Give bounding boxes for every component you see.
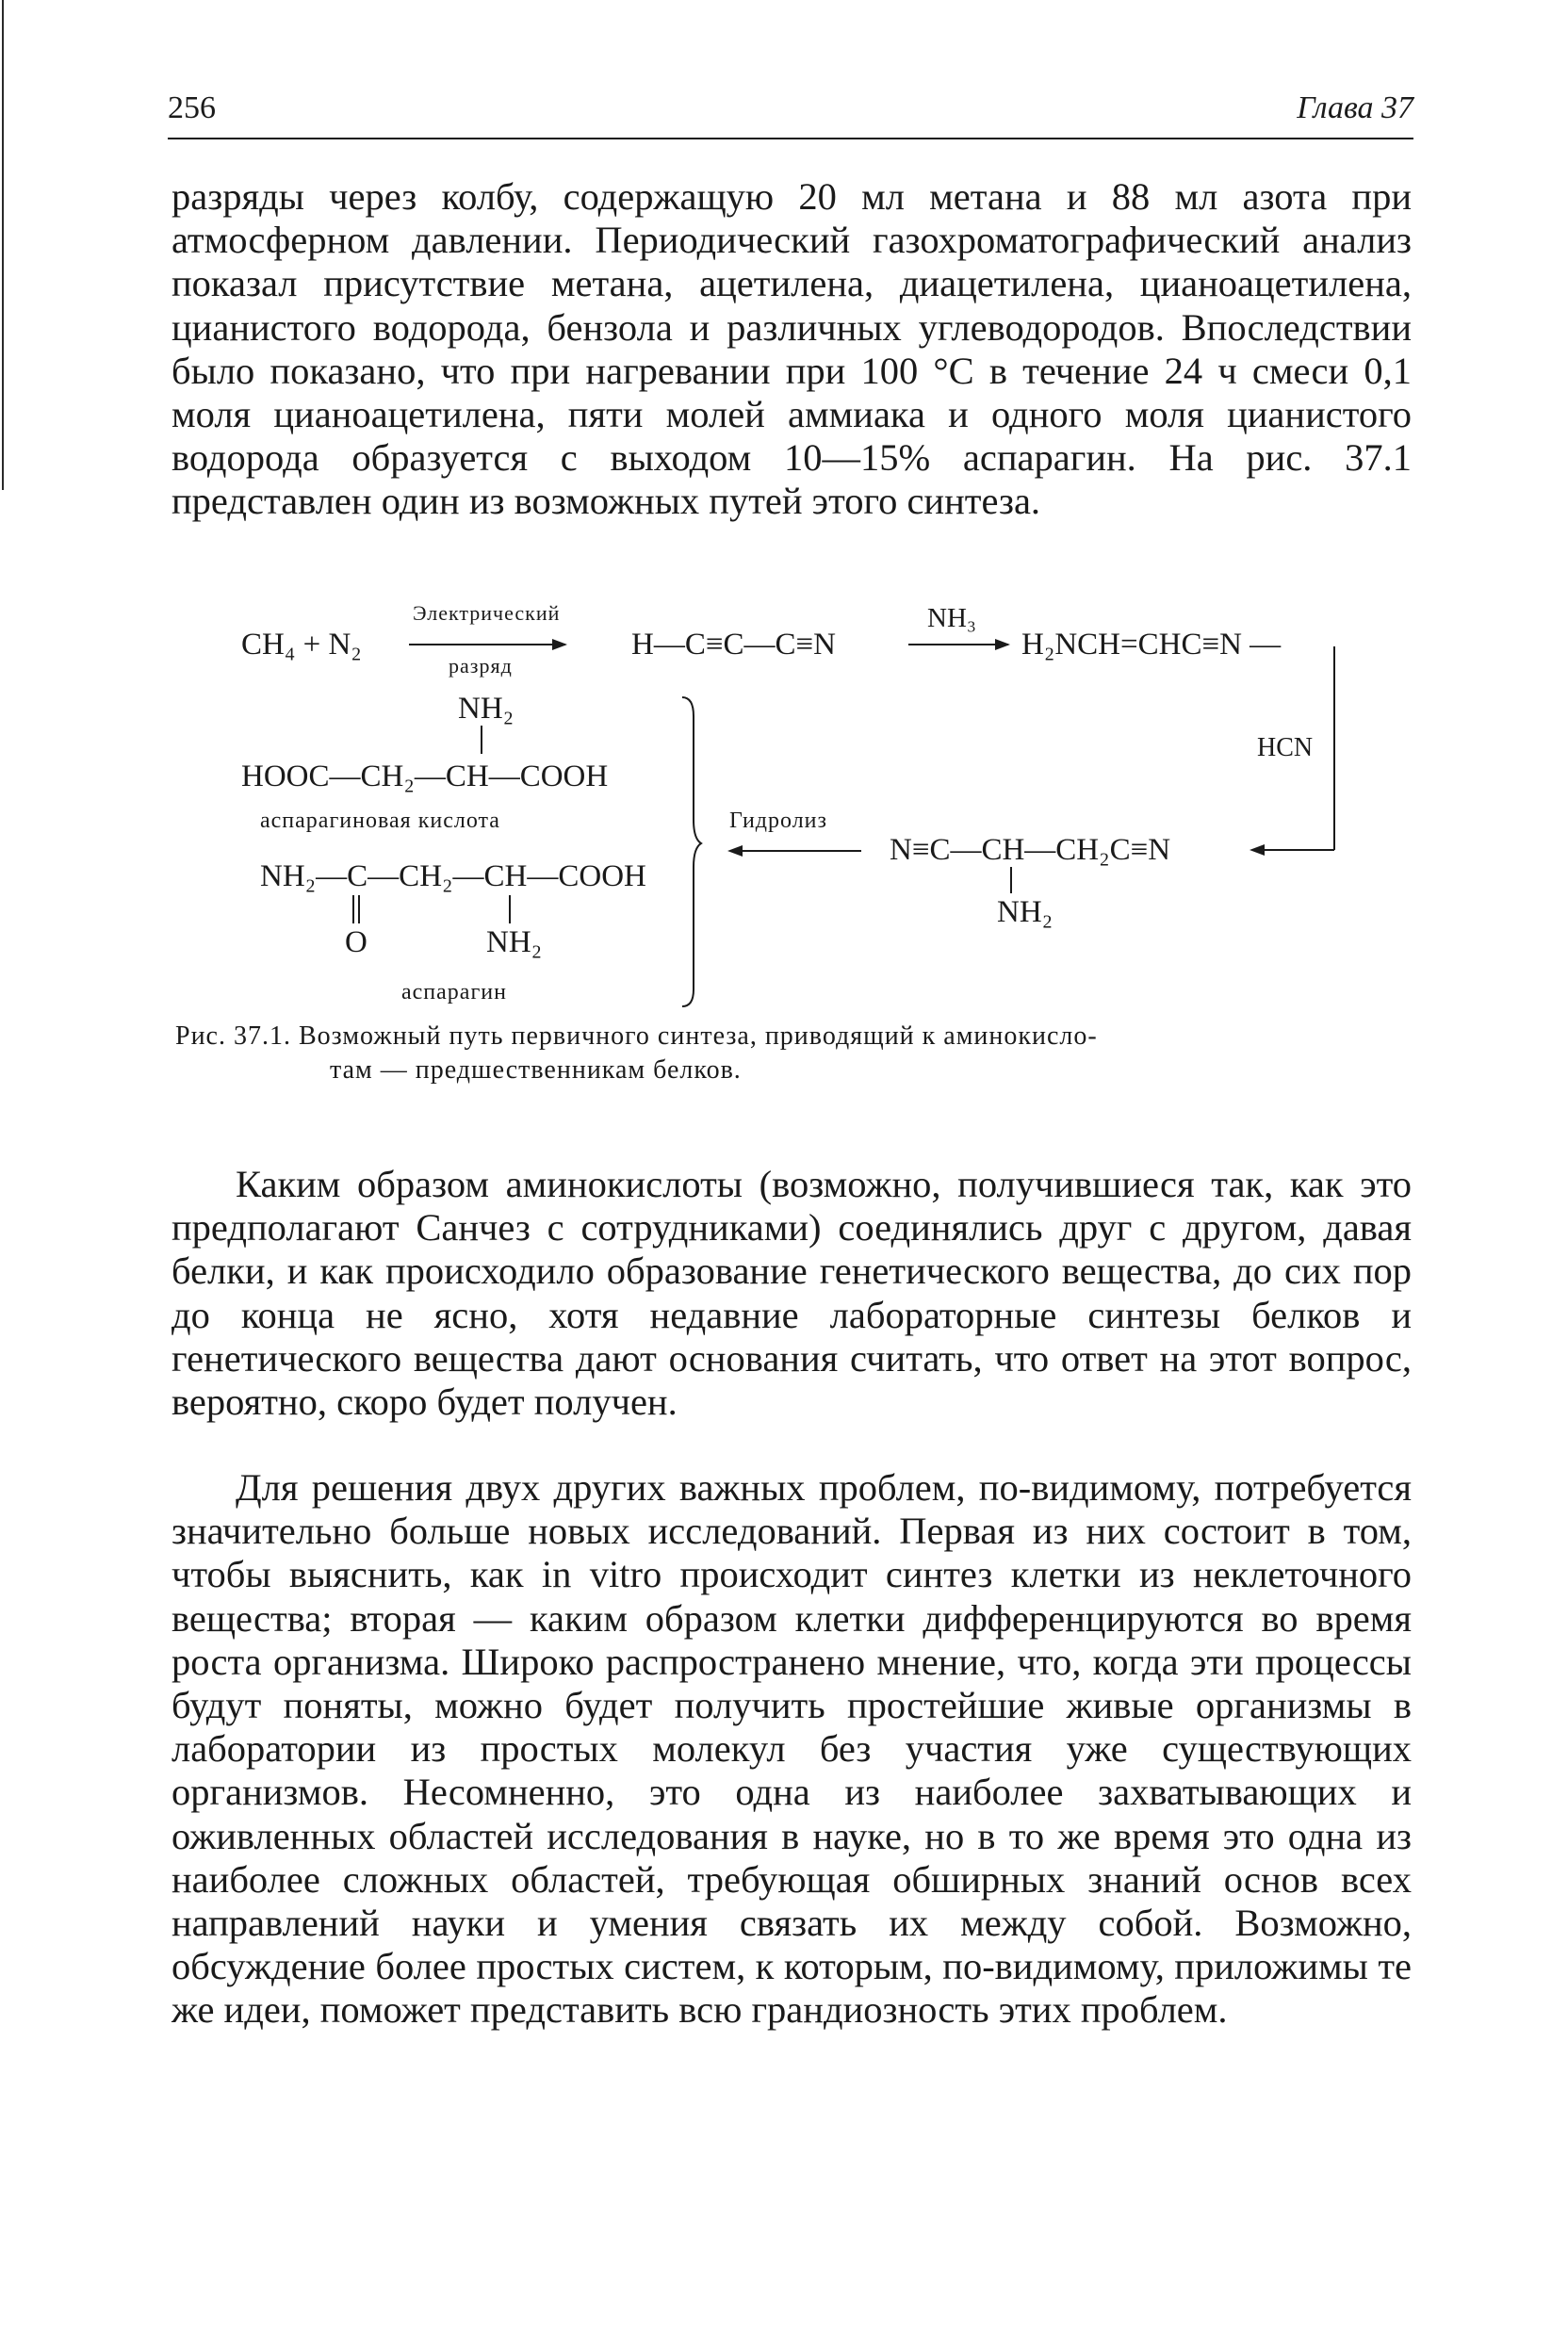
caption-line-1: Рис. 37.1. Возможный путь первичного синтеза, приводящий к аминокисло- bbox=[175, 1021, 1098, 1051]
aminonitrile-formula: N≡C—CH—CH₂C≡N bbox=[890, 833, 1171, 867]
aminonitrile-nh2: NH₂ bbox=[997, 895, 1054, 929]
caption-line-2: там — предшественникам белков. bbox=[330, 1055, 742, 1085]
aspartic-acid-formula: HOOC—CH₂—CH—COOH bbox=[241, 760, 609, 793]
arrow1-label-top: Электрический bbox=[413, 601, 561, 625]
page-number: 256 bbox=[168, 90, 216, 125]
paragraph-amino-acids: Каким образом аминокислоты (возможно, получившиеся так, как это предполагают Санчез с сотрудниками) соединялись друг с другом, давая белки, и как происходило образование генетического вещества, до сих пор до конца не ясно, хотя недавние лабораторные синтезы белков и генетического вещества дают основания считать, что ответ на этот вопрос, вероятно, скоро будет получен. bbox=[172, 1163, 1412, 1424]
figure-caption bbox=[175, 1020, 1415, 1087]
paragraph-problems: Для решения двух других важных проблем, по-видимому, потребуется значительно больше новых исследований. Первая из них состоит в том, чтобы выяснить, как in vitro происходит синтез клетки из неклеточного вещества; вторая — каким образом клетки дифференцируются во время роста организма. Широко распространено мнение, что, когда эти процессы будут поняты, можно будет получить простейшие живые организмы в лаборатории из простых молекул без участия уже существующих организмов. Несомненно, это одна из наиболее захватывающих и оживленных областей исследования в науке, но в то же время это одна из наиболее сложных областей, требующая обширных знаний основ всех направлений науки и умения связать их между собой. Возможно, обсуждение более простых систем, к которым, по-видимому, приложимы те же идеи, поможет представить всю грандиозность этих проблем. bbox=[172, 1466, 1412, 2032]
aminoacrylonitrile-formula: H₂NCH=CHC≡N — bbox=[1021, 628, 1282, 662]
aspartic-acid-name: аспарагиновая кислота bbox=[260, 808, 500, 833]
asparagine-formula: NH₂—C—CH₂—CH—COOH bbox=[260, 859, 646, 893]
reactants-formula: CH₄ + N₂ bbox=[241, 628, 362, 662]
cyanoacetylene-formula: H—C≡C—C≡N bbox=[631, 628, 836, 662]
reaction-scheme-lines bbox=[0, 0, 1568, 1037]
chapter-title: Глава 37 bbox=[1297, 90, 1413, 125]
hydrolysis-label: Гидролиз bbox=[729, 808, 827, 833]
asparagine-oxygen: O bbox=[345, 925, 368, 959]
hcn-label: HCN bbox=[1257, 733, 1314, 762]
aspartic-acid-nh2: NH₂ bbox=[458, 692, 514, 726]
asparagine-name: аспарагин bbox=[401, 980, 507, 1004]
paragraph-intro: разряды через колбу, содержащую 20 мл метана и 88 мл азота при атмосферном давлении. Периодический газохроматографический анализ показал присутствие метана, ацетилена, диацетилена, цианоацетилена, цианистого водорода, бензола и различных углеводородов. Впоследствии было показано, что при нагревании при 100 °С в течение 24 ч смеси 0,1 моля цианоацетилена, пяти молей аммиака и одного моля цианистого водорода образуется с выходом 10—15% аспарагин. На рис. 37.1 представлен один из возможных путей этого синтеза. bbox=[172, 175, 1412, 523]
asparagine-nh2: NH₂ bbox=[486, 925, 543, 959]
arrow1-label-bottom: разряд bbox=[449, 654, 513, 678]
arrow2-label: NH₃ bbox=[927, 603, 976, 633]
